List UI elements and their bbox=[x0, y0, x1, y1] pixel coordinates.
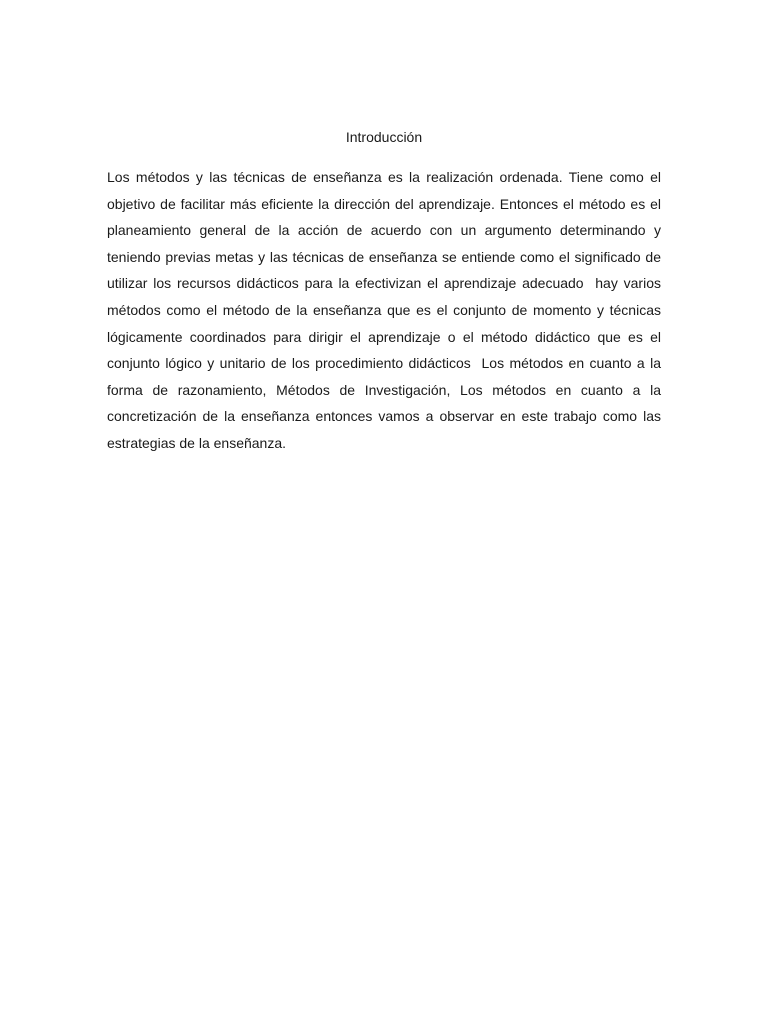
document-body-paragraph: Los métodos y las técnicas de enseñanza es la realización ordenada. Tiene como el objetivo de facilitar más eficiente la dirección del aprendizaje. Entonces el método es el planeamiento general de la acción de acuerdo con un argumento determinando y teniendo previas metas y las técnicas de enseñanza se entiende como el significado de utilizar los recursos didácticos para la efectivizan el aprendizaje adecuado hay varios métodos como el método de la enseñanza que es el conjunto de momento y técnicas lógicamente coordinados para dirigir el aprendizaje o el método didáctico que es el conjunto lógico y unitario de los procedimiento didácticos Los métodos en cuanto a la forma de razonamiento, Métodos de Investigación, Los métodos en cuanto a la concretización de la enseñanza entonces vamos a observar en este trabajo como las estrategias de la enseñanza. bbox=[107, 169, 665, 451]
document-title: Introducción bbox=[345, 129, 423, 145]
